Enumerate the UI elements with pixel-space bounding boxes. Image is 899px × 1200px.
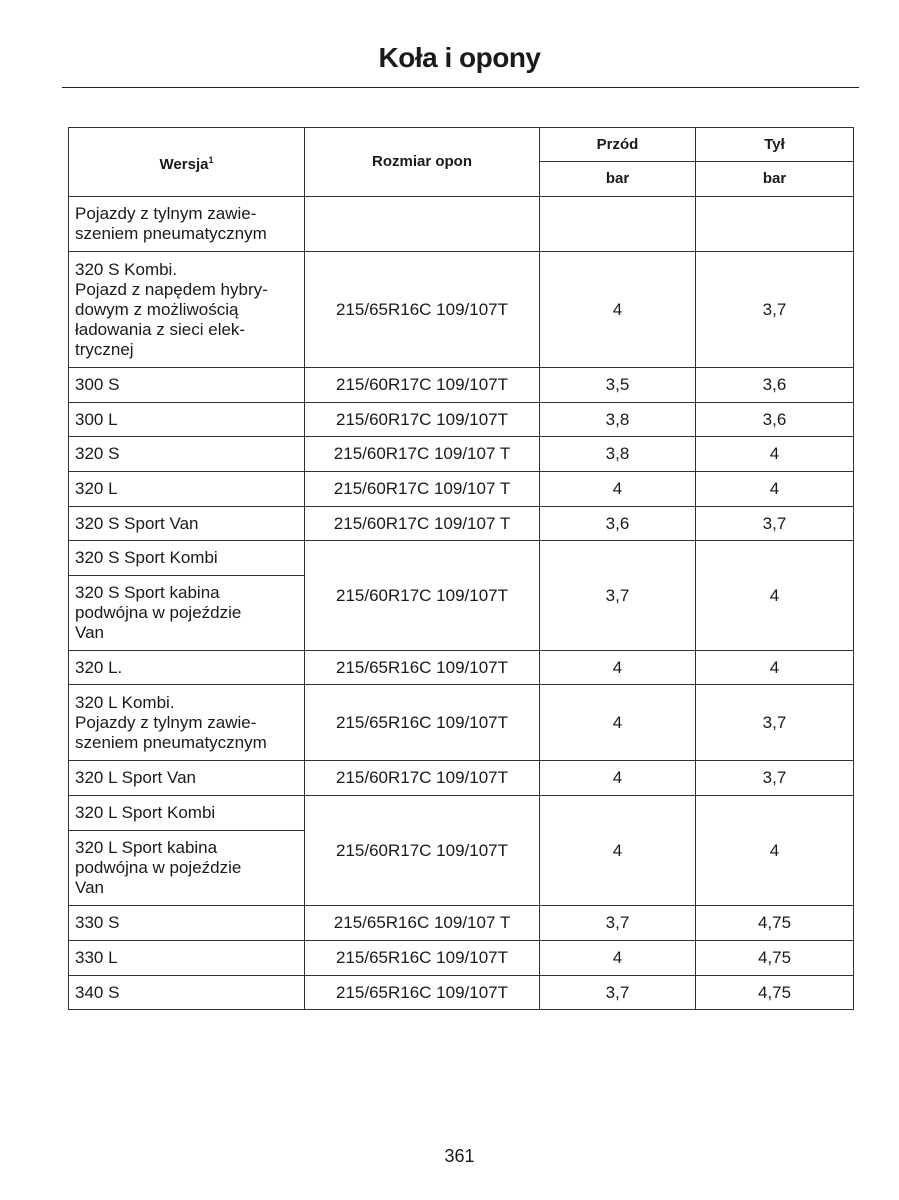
version-cell: 320 L xyxy=(69,472,305,507)
front-pressure-cell: 3,7 xyxy=(540,976,696,1010)
front-pressure-cell: 3,6 xyxy=(540,507,696,541)
page-number: 361 xyxy=(444,1146,475,1166)
table-row xyxy=(69,651,854,685)
rear-pressure-cell: 4 xyxy=(696,651,854,685)
header-front-unit: bar xyxy=(540,162,696,197)
version-cell: Pojazdy z tylnym zawie- szeniem pneumatycznym xyxy=(69,197,305,252)
table-row xyxy=(69,472,854,507)
rear-pressure-cell: 3,6 xyxy=(696,403,854,437)
rear-pressure-cell xyxy=(696,197,854,252)
version-cell: 320 S Sport Van xyxy=(69,507,305,541)
table-row xyxy=(69,796,854,831)
title-divider xyxy=(62,87,859,88)
version-cell: 320 S xyxy=(69,437,305,472)
rear-pressure-cell: 4,75 xyxy=(696,976,854,1010)
page-title: Koła i opony xyxy=(378,42,541,73)
table-row xyxy=(69,761,854,796)
table-row xyxy=(69,976,854,1010)
rear-pressure-cell: 4 xyxy=(696,541,854,651)
tire-size-cell: 215/60R17C 109/107T xyxy=(305,541,540,651)
table-row xyxy=(69,403,854,437)
tire-size-cell: 215/65R16C 109/107T xyxy=(305,252,540,368)
tire-size-cell: 215/65R16C 109/107 T xyxy=(305,906,540,941)
front-pressure-cell: 3,7 xyxy=(540,906,696,941)
tire-size-cell: 215/60R17C 109/107T xyxy=(305,403,540,437)
version-cell: 320 L. xyxy=(69,651,305,685)
tire-size-cell: 215/60R17C 109/107 T xyxy=(305,437,540,472)
version-cell: 300 S xyxy=(69,368,305,403)
version-cell: 340 S xyxy=(69,976,305,1010)
rear-pressure-cell: 4 xyxy=(696,796,854,906)
tire-size-cell: 215/65R16C 109/107T xyxy=(305,941,540,976)
version-cell: 320 L Kombi. Pojazdy z tylnym zawie- szeniem pneumatycznym xyxy=(69,685,305,761)
rear-pressure-cell: 4 xyxy=(696,472,854,507)
version-cell: 330 L xyxy=(69,941,305,976)
rear-pressure-cell: 3,7 xyxy=(696,507,854,541)
tire-size-cell: 215/60R17C 109/107 T xyxy=(305,472,540,507)
front-pressure-cell: 4 xyxy=(540,796,696,906)
front-pressure-cell: 4 xyxy=(540,941,696,976)
front-pressure-cell xyxy=(540,197,696,252)
version-cell: 300 L xyxy=(69,403,305,437)
table-row xyxy=(69,368,854,403)
tire-size-cell: 215/60R17C 109/107T xyxy=(305,761,540,796)
table-row xyxy=(69,437,854,472)
tire-pressure-table xyxy=(68,127,854,1010)
version-cell: 320 L Sport Kombi xyxy=(69,796,305,831)
version-cell: 320 S Sport kabina podwójna w pojeździe Van xyxy=(69,576,305,651)
table-row xyxy=(69,197,854,252)
footnote-marker: 1 xyxy=(208,154,214,165)
tire-size-cell xyxy=(305,197,540,252)
version-cell: 320 L Sport Van xyxy=(69,761,305,796)
header-rear: Tył xyxy=(696,128,854,162)
rear-pressure-cell: 3,6 xyxy=(696,368,854,403)
table-row xyxy=(69,941,854,976)
tire-size-cell: 215/60R17C 109/107T xyxy=(305,368,540,403)
front-pressure-cell: 4 xyxy=(540,252,696,368)
version-cell: 320 L Sport kabina podwójna w pojeździe Van xyxy=(69,831,305,906)
rear-pressure-cell: 4 xyxy=(696,437,854,472)
version-cell: 320 S Kombi. Pojazd z napędem hybry- dowym z możliwością ładowania z sieci elek- trycznej xyxy=(69,252,305,368)
front-pressure-cell: 4 xyxy=(540,761,696,796)
tire-size-cell: 215/65R16C 109/107T xyxy=(305,976,540,1010)
front-pressure-cell: 4 xyxy=(540,651,696,685)
tire-size-cell: 215/60R17C 109/107 T xyxy=(305,507,540,541)
header-version: Wersja$^1$ xyxy=(69,128,305,197)
rear-pressure-cell: 3,7 xyxy=(696,685,854,761)
table-row xyxy=(69,906,854,941)
rear-pressure-cell: 3,7 xyxy=(696,761,854,796)
front-pressure-cell: 3,8 xyxy=(540,403,696,437)
tire-size-cell: 215/60R17C 109/107T xyxy=(305,796,540,906)
table-row xyxy=(69,252,854,368)
front-pressure-cell: 3,7 xyxy=(540,541,696,651)
rear-pressure-cell: 4,75 xyxy=(696,941,854,976)
version-cell: 330 S xyxy=(69,906,305,941)
version-cell: 320 S Sport Kombi xyxy=(69,541,305,576)
header-tire-size: Rozmiar opon xyxy=(305,128,540,197)
table-row xyxy=(69,541,854,576)
table-row xyxy=(69,685,854,761)
tire-size-cell: 215/65R16C 109/107T xyxy=(305,651,540,685)
rear-pressure-cell: 3,7 xyxy=(696,252,854,368)
header-front: Przód xyxy=(540,128,696,162)
front-pressure-cell: 3,5 xyxy=(540,368,696,403)
table-row xyxy=(69,507,854,541)
header-rear-unit: bar xyxy=(696,162,854,197)
front-pressure-cell: 3,8 xyxy=(540,437,696,472)
front-pressure-cell: 4 xyxy=(540,685,696,761)
front-pressure-cell: 4 xyxy=(540,472,696,507)
rear-pressure-cell: 4,75 xyxy=(696,906,854,941)
tire-size-cell: 215/65R16C 109/107T xyxy=(305,685,540,761)
